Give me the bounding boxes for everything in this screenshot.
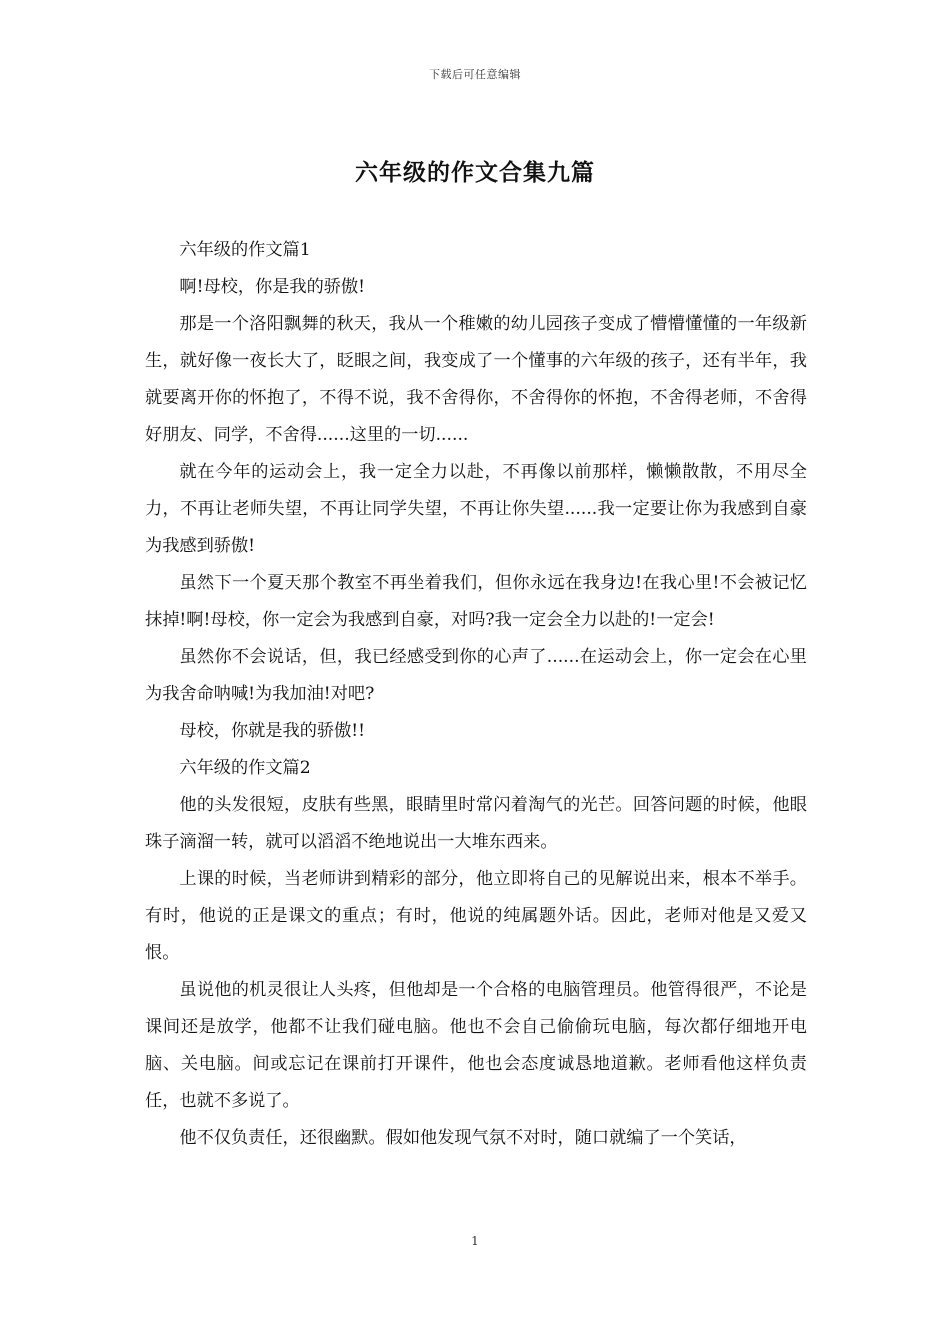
paragraph: 母校，你就是我的骄傲!! — [179, 721, 366, 741]
paragraph: 虽说他的机灵很让人头疼，但他却是一个合格的电脑管理员。他管得很严，不论是课间还是放学，他都不让我们碰电脑。他也不会自己偷偷玩电脑，每次都仔细地开电脑、关电脑。间或忘记在课前打开课件，他也会态度诚恳地道歉。老师看他这样负责任，也就不多说了。 — [145, 980, 807, 1111]
paragraph: 他不仅负责任，还很幽默。假如他发现气氛不对时，随口就编了一个笑话， — [179, 1128, 747, 1148]
essay-heading-2: 六年级的作文篇2 — [179, 758, 311, 778]
document-body — [145, 232, 807, 1157]
document-title: 六年级的作文合集九篇 — [355, 159, 595, 186]
paragraph: 啊!母校，你是我的骄傲! — [179, 277, 366, 297]
paragraph: 就在今年的运动会上，我一定全力以赴，不再像以前那样，懒懒散散，不用尽全力，不再让老师失望，不再让同学失望，不再让你失望......我一定要让你为我感到自豪为我感到骄傲! — [145, 462, 807, 556]
essay-heading-1: 六年级的作文篇1 — [179, 240, 311, 260]
header-note: 下载后可任意编辑 — [429, 68, 521, 81]
paragraph: 虽然你不会说话，但，我已经感受到你的心声了......在运动会上，你一定会在心里为我舍命呐喊!为我加油!对吧? — [145, 647, 807, 704]
page-number: 1 — [471, 1234, 479, 1248]
paragraph: 他的头发很短，皮肤有些黑，眼睛里时常闪着淘气的光芒。回答问题的时候，他眼珠子滴溜一转，就可以滔滔不绝地说出一大堆东西来。 — [145, 795, 807, 852]
paragraph: 那是一个洛阳飘舞的秋天，我从一个稚嫩的幼儿园孩子变成了懵懵懂懂的一年级新生，就好像一夜长大了，眨眼之间，我变成了一个懂事的六年级的孩子，还有半年，我就要离开你的怀抱了，不得不说，我不舍得你，不舍得你的怀抱，不舍得老师，不舍得好朋友、同学，不舍得......这里的一切...... — [145, 314, 807, 445]
paragraph: 上课的时候，当老师讲到精彩的部分，他立即将自己的见解说出来，根本不举手。有时，他说的正是课文的重点；有时，他说的纯属题外话。因此，老师对他是又爱又恨。 — [145, 869, 807, 963]
paragraph: 虽然下一个夏天那个教室不再坐着我们，但你永远在我身边!在我心里!不会被记忆抹掉!啊!母校，你一定会为我感到自豪，对吗?我一定会全力以赴的!一定会! — [145, 573, 807, 630]
